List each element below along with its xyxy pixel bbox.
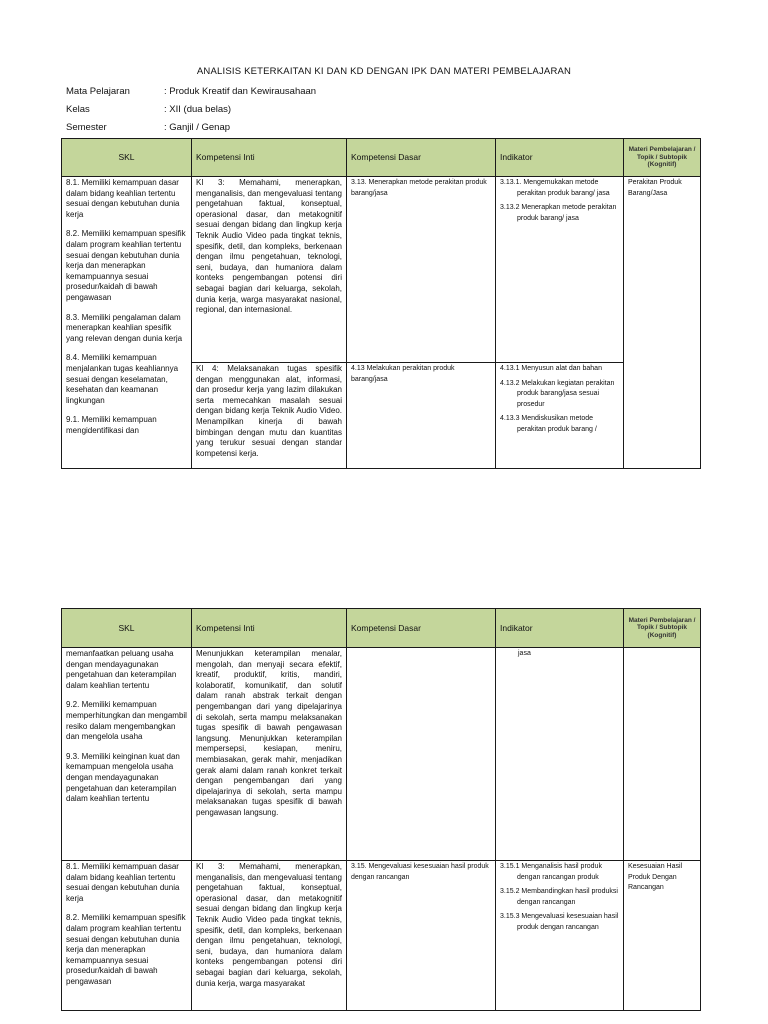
skl-item: 8.3. Memiliki pengalaman dalam menerapkan keahlian spesifik yang relevan dengan dunia kerja xyxy=(66,312,183,343)
kd-cell: 3.15. Mengevaluasi kesesuaian hasil produk dengan rancangan xyxy=(347,861,496,1011)
table-header-row xyxy=(62,139,701,177)
indikator-cell: jasa xyxy=(496,648,624,861)
indikator-item: 3.15.3 Mengevaluasi kesesuaian hasil produk dengan rancangan xyxy=(500,913,619,931)
meta-value: : XII (dua belas) xyxy=(164,104,232,115)
table-row xyxy=(62,648,701,861)
indikator-item: 3.15.1 Menganalisis hasil produk dengan rancangan produk xyxy=(500,863,602,881)
ki-cell: KI 4: Melaksanakan tugas spesifik dengan menggunakan alat, informasi, dan prosedur kerja yang lazim dilakukan serta memecahkan masalah sesuai dengan bidang kerja Teknik Audio Video. Menampilkan kinerja di bawah bimbingan dengan mutu dan kuantitas yang terukur sesuai dengan standar kompetensi kerja. xyxy=(192,363,347,469)
header-kompetensi-inti: Kompetensi Inti xyxy=(192,609,347,648)
materi-cell: Perakitan Produk Barang/Jasa xyxy=(624,177,701,469)
table-row xyxy=(62,861,701,1011)
header-indikator: Indikator xyxy=(496,139,624,177)
skl-item: 8.1. Memiliki kemampuan dasar dalam bidang keahlian tertentu sesuai dengan kebutuhan dunia kerja xyxy=(66,178,180,219)
meta-label: Semester xyxy=(66,122,107,133)
indikator-cell xyxy=(496,363,624,469)
meta-value: : Produk Kreatif dan Kewirausahaan xyxy=(164,86,317,97)
skl-item: 8.1. Memiliki kemampuan dasar dalam bidang keahlian tertentu sesuai dengan kebutuhan dunia kerja xyxy=(66,862,180,903)
indikator-item: 3.15.2 Membandingkan hasil produksi dengan rancangan xyxy=(500,888,618,906)
meta-row-semester xyxy=(66,122,230,133)
skl-item: 9.3. Memiliki keinginan kuat dan kemampuan mengelola usaha dengan mendayagunakan pengetahuan dan keterampilan dalam keahlian tertentu xyxy=(66,751,180,804)
skl-item: 8.2. Memiliki kemampuan spesifik dalam program keahlian tertentu sesuai dengan kebutuhan dunia kerja dan menerapkan kemampuannya sesuai prosedur/kaidah di bawah pengawasan xyxy=(66,913,186,986)
table-row xyxy=(62,177,701,363)
header-materi: Materi Pembelajaran / Topik / Subtopik (Kognitif) xyxy=(624,609,701,648)
indikator-item: 3.13.2 Menerapkan metode perakitan produk barang/ jasa xyxy=(500,204,617,222)
skl-cell xyxy=(62,648,192,861)
meta-label: Kelas xyxy=(66,104,90,115)
indikator-item: 4.13.2 Melakukan kegiatan perakitan produk barang/jasa sesuai prosedur xyxy=(500,379,615,408)
analysis-table-2 xyxy=(61,608,701,1011)
skl-item: 8.4. Memiliki kemampuan menjalankan tugas keahliannya sesuai dengan keselamatan, kesehatan dan keamanan lingkungan xyxy=(66,353,179,405)
indikator-item: 4.13.1 Menyusun alat dan bahan xyxy=(500,365,602,372)
header-kompetensi-dasar: Kompetensi Dasar xyxy=(347,609,496,648)
materi-cell: Kesesuaian Hasil Produk Dengan Rancangan xyxy=(624,861,701,1011)
skl-cell xyxy=(62,177,192,469)
skl-item: 9.1. Memiliki kemampuan mengidentifikasi dan xyxy=(66,415,157,435)
ki-cell: KI 3: Memahami, menerapkan, menganalisis, dan mengevaluasi tentang pengetahuan faktual, konseptual, operasional dasar, dan metakognitif sesuai dengan bidang dan lingkup kerja Teknik Audio Video pada tingkat teknis, spesifik, detil, dan kompleks, berkenaan dengan ilmu pengetahuan, teknologi, seni, budaya, dan humaniora dalam konteks pengembangan potensi diri sebagai bagian dari keluarga, sekolah, dunia kerja, warga masyarakat nasional, regional, dan internasional. xyxy=(192,177,347,363)
skl-cell xyxy=(62,861,192,1011)
meta-row-class xyxy=(66,104,231,115)
header-skl: SKL xyxy=(62,139,192,177)
indikator-item: 4.13.3 Mendiskusikan metode perakitan produk barang / xyxy=(500,415,597,433)
indikator-cell xyxy=(496,861,624,1011)
indikator-item: 3.13.1. Mengemukakan metode perakitan produk barang/ jasa xyxy=(500,179,610,197)
meta-value: : Ganjil / Genap xyxy=(164,122,231,133)
kd-cell: 4.13 Melakukan perakitan produk barang/jasa xyxy=(347,363,496,469)
header-kompetensi-inti: Kompetensi Inti xyxy=(192,139,347,177)
ki-cell: Menunjukkan keterampilan menalar, mengolah, dan menyaji secara efektif, kreatif, produktif, kritis, mandiri, kolaboratif, komunikatif, dan solutif dalam ranah abstrak terkait dengan pengembangan dari yang dipelajarinya di sekolah, serta mampu melaksanakan tugas spesifik di bawah pengawasan langsung. Menunjukkan keterampilan mempersepsi, kesiapan, meniru, membiasakan, gerak mahir, menjadikan gerak alami dalam ranah konkret terkait dengan pengembangan dari yang dipelajarinya di sekolah, serta mampu melaksanakan tugas spesifik di bawah pengawasan langsung. xyxy=(192,648,347,861)
skl-item: memanfaatkan peluang usaha dengan mendayagunakan pengetahuan dan keterampilan dalam keahlian tertentu xyxy=(66,649,177,690)
analysis-table-1 xyxy=(61,138,701,469)
header-indikator: Indikator xyxy=(496,609,624,648)
header-materi: Materi Pembelajaran / Topik / Subtopik (Kognitif) xyxy=(624,139,701,177)
ki-cell: KI 3: Memahami, menerapkan, menganalisis, dan mengevaluasi tentang pengetahuan faktual, konseptual, operasional dasar, dan metakognitif sesuai dengan bidang dan lingkup kerja Teknik Audio Video pada tingkat teknis, spesifik, detil, dan kompleks, berkenaan dengan ilmu pengetahuan, teknologi, seni, budaya, dan humaniora dalam konteks pengembangan potensi diri sebagai bagian dari keluarga, sekolah, dunia kerja, warga masyarakat xyxy=(192,861,347,1011)
materi-cell xyxy=(624,648,701,861)
meta-label: Mata Pelajaran xyxy=(66,86,130,97)
header-skl: SKL xyxy=(62,609,192,648)
skl-item: 9.2. Memiliki kemampuan memperhitungkan dan mengambil resiko dalam mengembangkan dan mengelola usaha xyxy=(66,700,187,742)
indikator-cell xyxy=(496,177,624,363)
skl-item: 8.2. Memiliki kemampuan spesifik dalam program keahlian tertentu sesuai dengan kebutuhan dunia kerja dan menerapkan kemampuannya sesuai prosedur/kaidah di bawah pengawasan xyxy=(66,229,186,302)
header-kompetensi-dasar: Kompetensi Dasar xyxy=(347,139,496,177)
table-header-row xyxy=(62,609,701,648)
document-title: ANALISIS KETERKAITAN KI DAN KD DENGAN IPK DAN MATERI PEMBELAJARAN xyxy=(196,66,572,77)
kd-cell xyxy=(347,648,496,861)
kd-cell: 3.13. Menerapkan metode perakitan produk barang/jasa xyxy=(347,177,496,363)
meta-row-subject xyxy=(66,86,316,97)
